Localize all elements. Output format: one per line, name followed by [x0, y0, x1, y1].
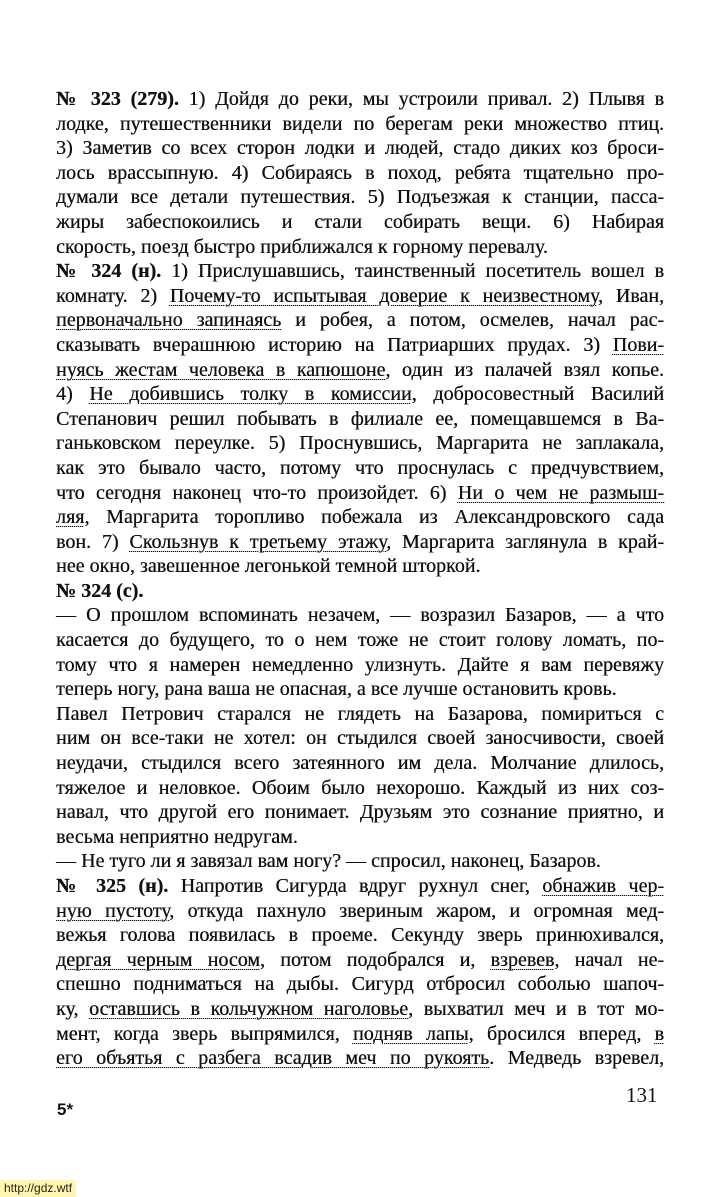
- underlined-phrase: оставшись в кольчужном наголовье: [89, 997, 409, 1020]
- text-line: [56, 825, 664, 850]
- text-segment: касается до будущего, то о нем тоже не стоит голову ломать, по-: [56, 629, 664, 652]
- underlined-phrase: в: [654, 1022, 664, 1045]
- text-line: [56, 579, 664, 604]
- text-segment: лось врассыпную. 4) Собираясь в поход, ребята тщательно про-: [56, 161, 664, 184]
- text-segment: ним он все-таки не хотел: он стыдился своей заносчивости, своей: [56, 727, 664, 750]
- text-line: [56, 677, 664, 702]
- text-segment: Напротив Сигурда вдруг рухнул снег,: [168, 875, 543, 897]
- text-line: [56, 849, 664, 874]
- text-line: [56, 554, 664, 579]
- text-segment: , откуда пахнуло звериным жаром, и огромная мед-: [169, 899, 664, 922]
- page-number: 131: [626, 1083, 658, 1107]
- underlined-phrase: его объятья с разбега всадив меч по рукоять: [56, 1047, 490, 1070]
- text-line: [56, 653, 664, 678]
- text-line: [56, 603, 664, 628]
- text-segment: скорость, поезд быстро приближался к горному перевалу.: [56, 235, 548, 258]
- exercise-number: № 324 (н).: [56, 260, 162, 283]
- text-segment: лодке, путешественники видели по берегам реки множество птиц.: [56, 112, 664, 135]
- text-line: [56, 382, 664, 407]
- text-line: [56, 899, 664, 924]
- text-segment: как это бывало часто, потому что проснулась с предчувствием,: [56, 456, 664, 479]
- text-line: [56, 628, 664, 653]
- text-segment: и робея, а потом, осмелев, начал рас-: [281, 309, 664, 332]
- exercise-number: № 324 (с).: [56, 579, 144, 602]
- text-segment: — Не туго ли я завязал вам ногу? — спросил, наконец, Базаров.: [56, 850, 601, 873]
- underlined-phrase: нуясь жестам человека в капюшоне: [56, 358, 386, 381]
- underlined-phrase: Скользнув к третьему этажу: [129, 530, 387, 553]
- text-segment: что сегодня наконец что-то произойдет. 6): [56, 481, 458, 504]
- text-segment: 4): [56, 383, 90, 406]
- text-line: [56, 112, 664, 137]
- text-segment: 1) Прислушавшись, таинственный посетитель вошел в: [161, 260, 664, 283]
- text-segment: комнату. 2): [56, 284, 170, 307]
- text-segment: вежья голова появилась в проеме. Секунду зверь принюхивался,: [56, 924, 664, 947]
- text-segment: думали все детали путешествия. 5) Подъезжая к станции, пасса-: [56, 186, 664, 209]
- text-line: [56, 456, 664, 481]
- underlined-phrase: Почему-то испытывая доверие к неизвестному: [169, 284, 598, 307]
- exercise-number: № 323 (279).: [56, 88, 179, 110]
- text-segment: Степанович решил побывать в филиале ее, помещавшемся в Ва-: [56, 407, 664, 430]
- text-line: [56, 407, 664, 432]
- underlined-phrase: подняв лапы: [352, 1022, 469, 1045]
- text-line: [56, 185, 664, 210]
- text-segment: , бросился вперед,: [468, 1022, 655, 1045]
- text-line: [56, 1022, 664, 1047]
- text-line: [56, 751, 664, 776]
- text-segment: , начал не-: [554, 948, 664, 971]
- text-line: [56, 259, 664, 284]
- signature-mark: 5*: [57, 1100, 74, 1119]
- text-line: [56, 874, 664, 899]
- text-segment: , добросовестный Василий: [411, 383, 664, 406]
- text-segment: 1) Дойдя до реки, мы устроили привал. 2) Плывя в: [178, 88, 664, 110]
- text-segment: неудачи, стыдился всего затеянного им дела. Молчание длилось,: [56, 752, 664, 775]
- text-segment: ганьковском переулке. 5) Проснувшись, Маргарита не заплакала,: [56, 432, 664, 455]
- text-segment: — О прошлом вспоминать незачем, — возразил Базаров, — а что: [56, 604, 664, 627]
- text-segment: , потом подобрался и,: [259, 948, 491, 971]
- text-segment: сказывать вчерашнюю историю на Патриарших прудах. 3): [56, 333, 613, 356]
- text-line: [56, 358, 664, 383]
- text-line: [56, 530, 664, 555]
- text-line: [56, 505, 664, 530]
- text-segment: . Медведь взревел,: [489, 1047, 664, 1070]
- text-segment: весьма неприятно недругам.: [56, 825, 298, 848]
- text-line: [56, 333, 664, 358]
- text-line: [56, 284, 664, 309]
- text-line: [56, 235, 664, 260]
- text-segment: тяжелое и неловкое. Обоим было нехорошо. Каждый из них соз-: [56, 776, 664, 799]
- underlined-phrase: обнажив чер-: [542, 875, 664, 897]
- text-segment: , один из палачей взял копье.: [385, 358, 664, 381]
- text-line: [56, 431, 664, 456]
- text-line: [56, 702, 664, 727]
- text-line: [56, 1046, 664, 1071]
- text-line: [56, 481, 664, 506]
- text-line: [56, 726, 664, 751]
- text-segment: ку,: [56, 997, 90, 1020]
- text-segment: , Иван,: [597, 284, 664, 307]
- text-line: [56, 87, 664, 112]
- text-segment: Павел Петрович старался не глядеть на Базарова, помириться с: [56, 702, 664, 725]
- text-segment: спешно подниматься на дыбы. Сигурд отбросил соболью шапоч-: [56, 973, 664, 996]
- underlined-phrase: первоначально запинаясь: [56, 309, 282, 332]
- text-line: [56, 997, 664, 1022]
- text-segment: , выхватил меч и в тот мо-: [408, 997, 665, 1020]
- text-segment: 3) Заметив со всех сторон лодки и людей, стадо диких коз броси-: [56, 137, 664, 160]
- underlined-phrase: ляя: [56, 506, 85, 529]
- text-line: [56, 923, 664, 948]
- text-segment: навал, что другой его понимает. Друзьям это сознание приятно, и: [56, 801, 664, 824]
- text-line: [56, 210, 664, 235]
- text-line: [56, 776, 664, 801]
- page-text: [56, 87, 664, 1071]
- text-line: [56, 308, 664, 333]
- underlined-phrase: Не добившись толку в комиссии: [89, 383, 412, 406]
- text-segment: жиры забеспокоились и стали собирать вещи. 6) Набирая: [56, 210, 664, 233]
- underlined-phrase: Пови-: [612, 333, 664, 356]
- text-line: [56, 136, 664, 161]
- text-line: [56, 800, 664, 825]
- underlined-phrase: взревев: [490, 948, 555, 971]
- underlined-phrase: ную пустоту: [56, 899, 170, 922]
- watermark-link[interactable]: http://gdz.wtf: [0, 1180, 76, 1197]
- text-line: [56, 972, 664, 997]
- text-line: [56, 948, 664, 973]
- text-line: [56, 161, 664, 186]
- text-segment: теперь ногу, рана ваша не опасная, а все лучше остановить кровь.: [56, 678, 617, 701]
- underlined-phrase: дергая черным носом: [56, 948, 260, 971]
- exercise-number: № 325 (н).: [56, 875, 169, 897]
- text-segment: вон. 7): [56, 530, 130, 553]
- text-segment: , Маргарита заглянула в край-: [386, 530, 664, 553]
- text-segment: мент, когда зверь выпрямился,: [56, 1022, 353, 1045]
- text-segment: нее окно, завешенное легонькой темной шторкой.: [56, 555, 481, 578]
- underlined-phrase: Ни о чем не размыш-: [457, 481, 664, 504]
- text-segment: , Маргарита торопливо побежала из Александровского сада: [84, 506, 664, 529]
- text-segment: тому что я намерен немедленно улизнуть. Дайте я вам перевяжу: [56, 653, 664, 676]
